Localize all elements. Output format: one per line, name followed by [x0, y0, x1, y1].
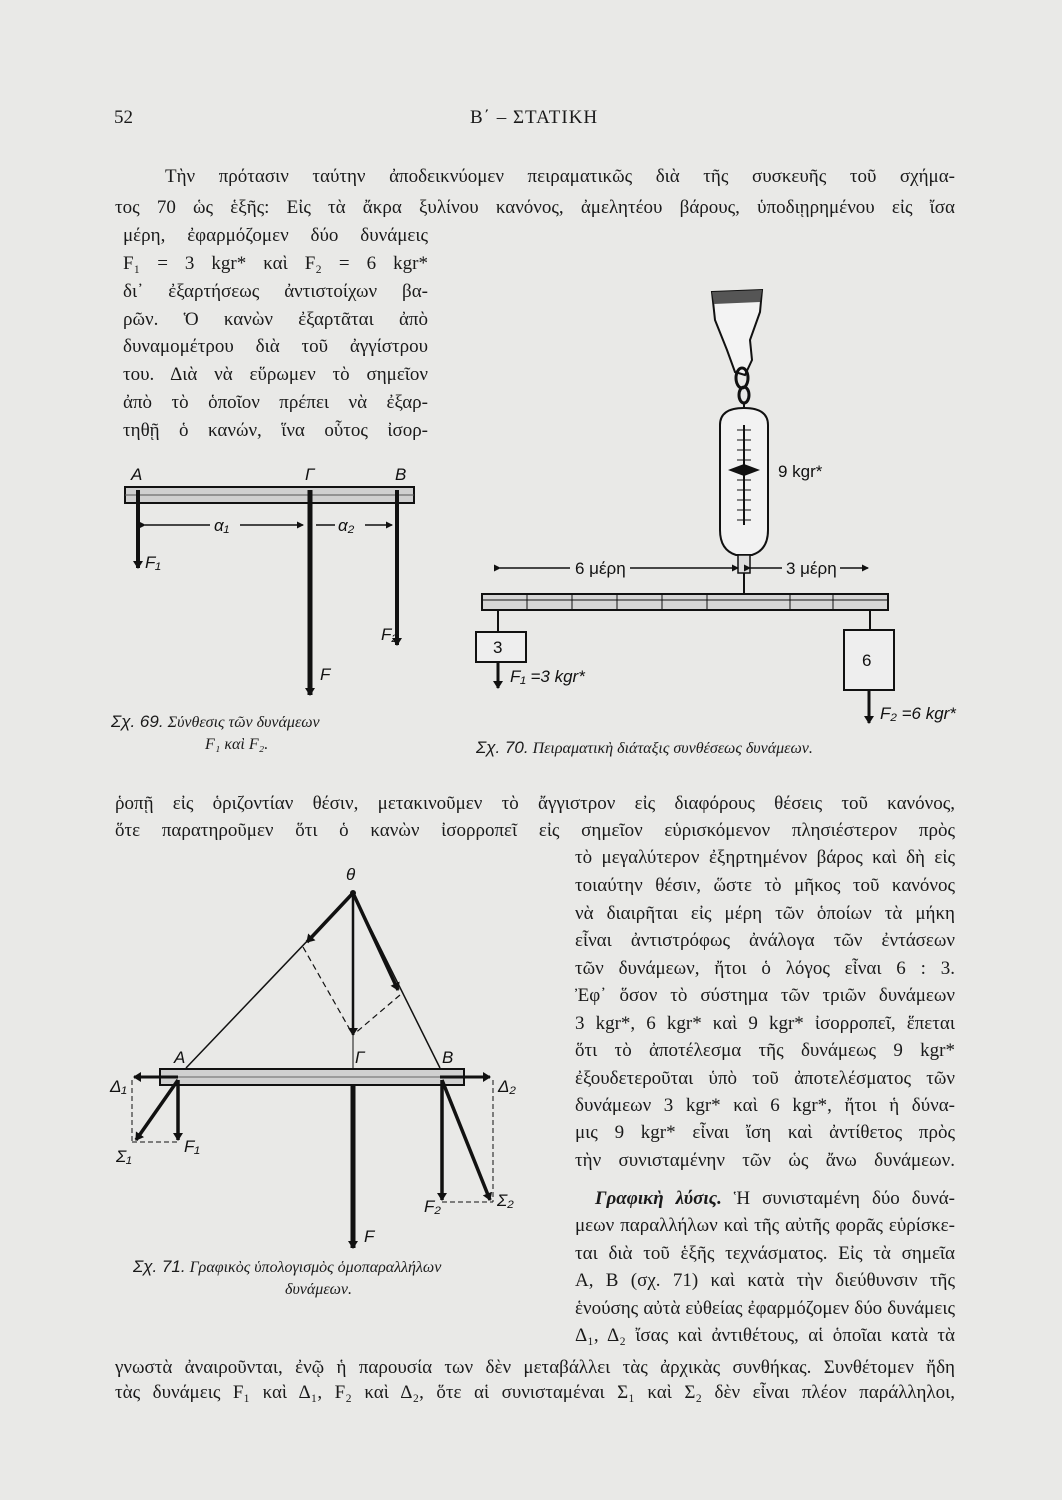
label-a: A: [174, 1048, 186, 1067]
label-f1-value: F₁ =3 kgr*: [510, 667, 585, 686]
label-a: A: [131, 465, 143, 484]
text-line: Ἐφ᾽ ὅσον τὸ σύστημα τῶν τριῶν δυνάμεων: [575, 985, 955, 1006]
figure-number: Σχ. 71.: [133, 1257, 186, 1276]
label-theta: θ: [346, 865, 356, 884]
label-s1: Σ₁: [116, 1147, 132, 1166]
label-b: B: [395, 465, 407, 484]
label-f: F: [320, 665, 331, 684]
label-d1: Δ₁: [110, 1077, 127, 1096]
text-line: μέρη, ἐφαρμόζομεν δύο δυνάμεις: [123, 225, 428, 246]
text-line: τος 70 ὡς ἑξῆς: Εἰς τὰ ἄκρα ξυλίνου κανόνος, ἀμελητέου βάρους, ὑποδιῃρημένου εἰς ἴσα: [115, 197, 955, 218]
text-line: δυναμομέτρου διὰ τοῦ ἀγγίστρου: [123, 336, 428, 357]
text-line: ρῶν. Ὁ κανὼν ἐξαρτᾶται ἀπὸ: [123, 309, 428, 330]
label-f2: F₂: [424, 1197, 441, 1216]
text-line: F₁ = 3 kgr* καὶ F₂ = 6 kgr*: [123, 253, 428, 274]
text-line: τηθῇ ὁ κανών, ἵνα οὗτος ἰσορ-: [123, 420, 428, 441]
text-line: μις 9 kgr* εἶναι ἴση καὶ ἀντίθετος πρὸς: [575, 1122, 955, 1143]
figure-number: Σχ. 70.: [476, 738, 529, 757]
caption-text: Σύνθεσις τῶν δυνάμεων: [167, 714, 320, 731]
text-line: γνωστὰ ἀναιροῦνται, ἐνῷ ἡ παρουσία των δὲν μεταβάλλει τὰς ἀρχικὰς συνθήκας. Συνθέτομεν ἤδη: [115, 1357, 955, 1378]
page-number: 52: [114, 107, 133, 128]
label-d2: Δ₂: [498, 1077, 516, 1096]
text-line: ἐξουδετεροῦται ὑπὸ τοῦ ἀποτελέσματος τῶν: [575, 1068, 955, 1089]
text-line: Α, Β (σχ. 71) καὶ κατὰ τὴν διεύθυνσιν τῆς: [575, 1270, 955, 1291]
label-b: B: [442, 1048, 454, 1067]
label-a2: α₂: [338, 516, 355, 535]
figure-69-caption-line2: F₁ καὶ F₂.: [205, 736, 269, 753]
figure-70: [476, 290, 957, 723]
text-line: 3 kgr*, 6 kgr* καὶ 9 kgr* ἰσορροπεῖ, ἕπεται: [575, 1013, 955, 1034]
caption-text: Γραφικὸς ὑπολογισμὸς ὁμοπαραλλήλων: [189, 1259, 442, 1276]
weight-3-label: 3: [493, 638, 503, 657]
figure-69: [125, 465, 414, 695]
force-arrow-s2: [442, 1080, 490, 1200]
label-6-parts: 6 μέρη: [575, 559, 626, 578]
label-f1: F₁: [145, 553, 161, 572]
running-header: Β΄ – ΣΤΑΤΙΚΗ: [470, 107, 599, 128]
text-line: δι᾽ ἐξαρτήσεως ἀντιστοίχων βα-: [123, 281, 428, 302]
text-line: τὰς δυνάμεις F₁ καὶ Δ₁, F₂ καὶ Δ₂, ὅτε αἱ συνισταμέναι Σ₁ καὶ Σ₂ δὲν εἶναι πλέον παράλληλοι,: [115, 1382, 955, 1403]
text-line: ται διὰ τοῦ ἑξῆς τεχνάσματος. Εἰς τὰ σημεῖα: [575, 1243, 955, 1264]
label-f2: F₂: [381, 625, 398, 644]
caption-text: Πειραματικὴ διάταξις συνθέσεως δυνάμεων.: [532, 740, 813, 757]
label-a1: α₁: [214, 516, 230, 535]
text-line: τὴν συνισταμένην τῶν ὡς ἄνω δυνάμεων.: [575, 1150, 955, 1171]
text-line: ῥοπῇ εἰς ὁριζοντίαν θέσιν, μετακινοῦμεν τὸ ἄγγιστρον εἰς διαφόρους θέσεις τοῦ κανόνος,: [115, 793, 955, 814]
arrow-s2-transferred: [353, 893, 398, 990]
text-line: νὰ διαιρῆται εἰς μέρη τῶν ὁποίων τὰ μήκη: [575, 903, 955, 924]
text-line: εἶναι ἀντιστρόφως ἀνάλογα τῶν ἐντάσεων: [575, 930, 955, 951]
graduated-rod: [482, 594, 888, 610]
figure-71-caption-line2: δυνάμεων.: [285, 1281, 353, 1298]
text-line: τῶν δυνάμεων, ἤτοι ὁ λόγος εἶναι 6 : 3.: [575, 958, 955, 979]
label-f1: F₁: [184, 1137, 200, 1156]
dynamometer-reading: 9 kgr*: [778, 462, 823, 481]
label-gamma: Γ: [305, 465, 315, 484]
figure-70-caption: [476, 738, 813, 758]
text-line: του. Διὰ νὰ εὕρωμεν τὸ σημεῖον: [123, 364, 428, 385]
label-f2-value: F₂ =6 kgr*: [880, 704, 956, 723]
text-line: μεων παραλλήλων καὶ τῆς αὐτῆς φορᾶς εὑρίσκε-: [575, 1215, 955, 1236]
label-3-parts: 3 μέρη: [786, 559, 837, 578]
figure-number: Σχ. 69.: [111, 712, 164, 731]
text-line: ἑνούσης αὐτὰ εὐθείας ἐφαρμόζομεν δύο δυνάμεις: [575, 1298, 955, 1319]
text-line: ὅτι τὸ ἀποτέλεσμα τῆς δυνάμεως 9 kgr*: [575, 1040, 955, 1061]
figure-69-caption: [111, 712, 320, 732]
text-line: ὅτε παρατηροῦμεν ὅτι ὁ κανὼν ἰσορροπεῖ εἰς σημεῖον εὑρισκόμενον πλησιέστερον πρὸς: [115, 820, 955, 841]
weight-6-label: 6: [862, 651, 872, 670]
text-line: ἀπὸ τὸ ὁποῖον πρέπει νὰ ἐξαρ-: [123, 392, 428, 413]
label-s2: Σ₂: [497, 1191, 514, 1210]
text-fragment: Ἡ συνισταμένη δύο δυνά-: [733, 1188, 955, 1209]
figure-71: [109, 865, 516, 1248]
force-arrow-s1: [136, 1080, 178, 1140]
section-heading: Γραφικὴ λύσις.: [595, 1188, 722, 1209]
label-gamma: Γ: [355, 1048, 365, 1067]
figure-71-caption: [133, 1257, 441, 1277]
text-line: τὸ μεγαλύτερον ἐξηρτημένον βάρος καὶ δὴ εἰς: [575, 847, 955, 868]
text-line: δυνάμεων 3 kgr* καὶ 6 kgr*, ἤτοι ἡ δύνα-: [575, 1095, 955, 1116]
text-line: τοιαύτην θέσιν, ὥστε τὸ μῆκος τοῦ κανόνος: [575, 875, 955, 896]
arrow-s1-transferred: [307, 893, 353, 942]
text-line: Τὴν πρότασιν ταύτην ἀποδεικνύομεν πειραματικῶς διὰ τῆς συσκευῆς τοῦ σχήμα-: [165, 166, 955, 187]
label-f: F: [364, 1227, 375, 1246]
text-line: Δ₁, Δ₂ ἴσας καὶ ἀντιθέτους, αἱ ὁποῖαι κατὰ τὰ: [575, 1325, 955, 1346]
